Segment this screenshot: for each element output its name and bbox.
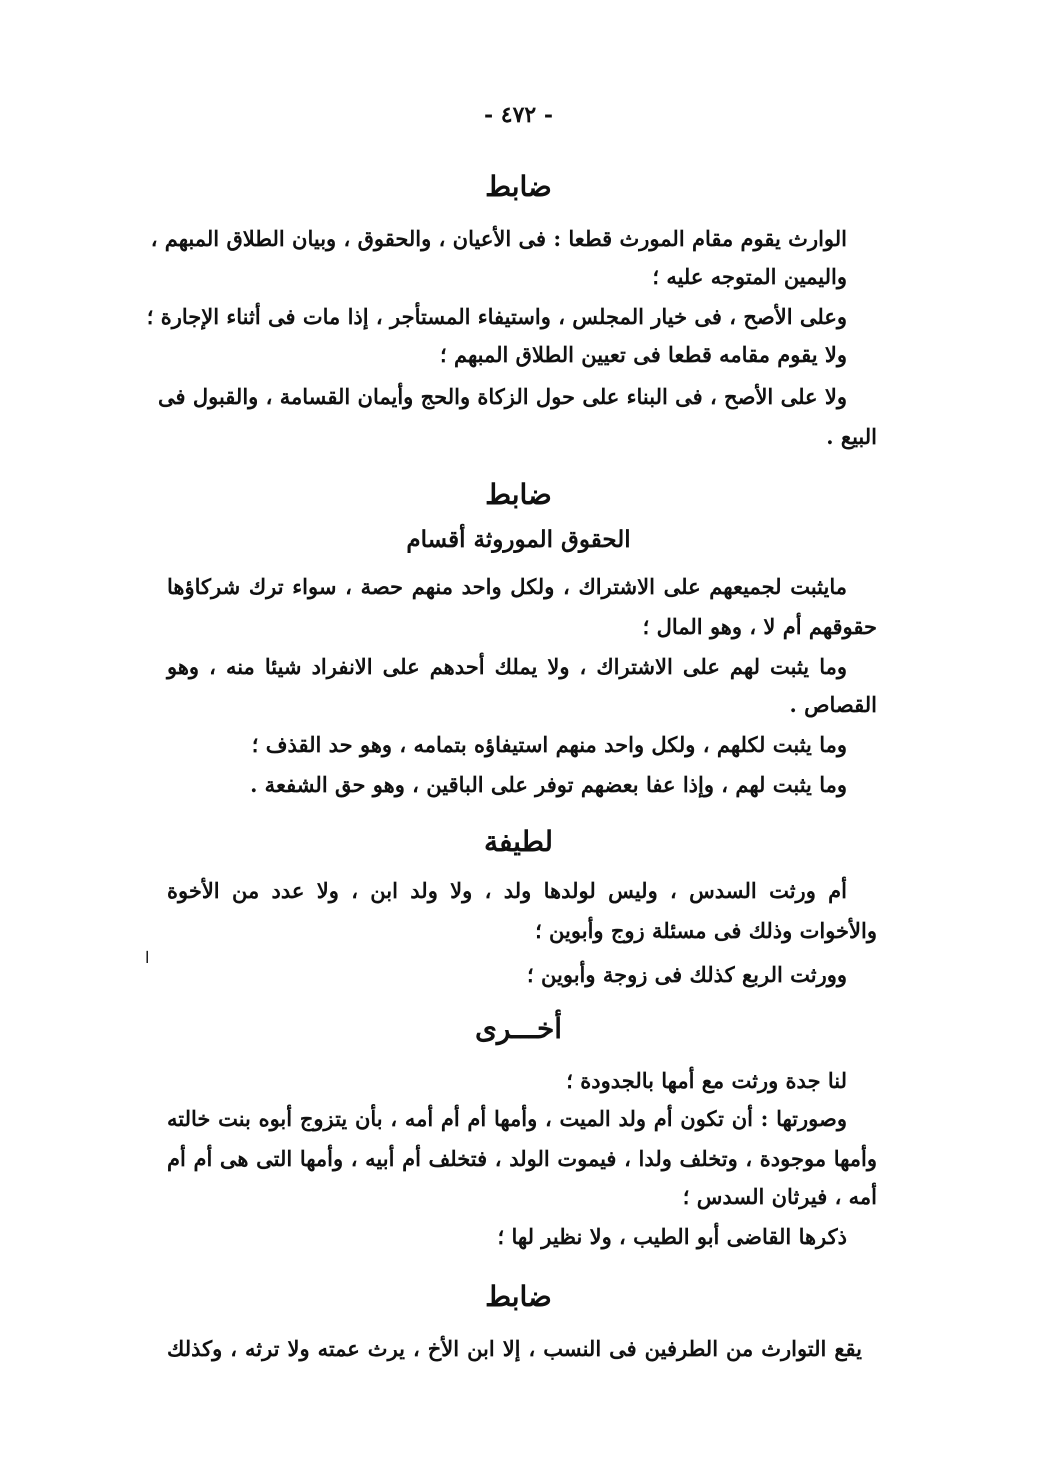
- text-line: وما يثبت لهم ، وإذا عفا بعضهم توفر على الباقين ، وهو حق الشفعة .: [250, 772, 847, 797]
- text-line: والأخوات وذلك فى مسئلة زوج وأبوين ؛: [535, 918, 877, 943]
- section-heading: ضابط: [485, 478, 552, 511]
- text-line: ذكرها القاضى أبو الطيب ، ولا نظير لها ؛: [497, 1224, 847, 1249]
- text-line: أم ورثت السدس ، وليس لولدها ولد ، ولا ولد ابن ، ولا عدد من الأخوة: [167, 878, 847, 903]
- text-line: الوارث يقوم مقام المورث قطعا : فى الأعيان ، والحقوق ، وبيان الطلاق المبهم ،: [150, 226, 847, 251]
- text-line: واليمين المتوجه عليه ؛: [652, 264, 847, 289]
- text-line: وعلى الأصح ، فى خيار المجلس ، واستيفاء المستأجر ، إذا مات فى أثناء الإجارة ؛: [146, 304, 847, 329]
- text-line: وورثت الربع كذلك فى زوجة وأبوين ؛: [527, 962, 847, 987]
- text-line: البيع .: [826, 424, 877, 449]
- text-line: يقع التوارث من الطرفين فى النسب ، إلا ابن الأخ ، يرث عمته ولا ترثه ، وكذلك: [167, 1336, 862, 1361]
- section-heading: لطيفة: [483, 825, 554, 858]
- text-line: حقوقهم أم لا ، وهو المال ؛: [642, 614, 877, 639]
- text-line: أمه ، فيرثان السدس ؛: [682, 1184, 877, 1209]
- section-subheading: الحقوق الموروثة أقسام: [406, 526, 631, 553]
- section-heading: ضابط: [485, 1280, 552, 1313]
- text-line: مايثبت لجميعهم على الاشتراك ، ولكل واحد منهم حصة ، سواء ترك شركاؤها: [167, 574, 847, 599]
- section-heading: أخـــرى: [474, 1012, 563, 1045]
- text-line: وصورتها : أن تكون أم ولد الميت ، وأمها أم أم أمه ، بأن يتزوج أبوه بنت خالته: [167, 1106, 847, 1131]
- text-line: وأمها موجودة ، وتخلف ولدا ، فيموت الولد ، فتخلف أم أبيه ، وأمها التى هى أم أم: [167, 1146, 877, 1171]
- text-line: وما يثبت لهم على الاشتراك ، ولا يملك أحدهم على الانفراد شيئا منه ، وهو: [167, 654, 847, 679]
- stray-mark: ا: [145, 948, 150, 967]
- section-heading: ضابط: [485, 170, 552, 203]
- text-line: القصاص .: [789, 692, 877, 717]
- page-number: - ٤٧٢ -: [483, 102, 554, 128]
- text-line: وما يثبت لكلهم ، ولكل واحد منهم استيفاؤه بتمامه ، وهو حد القذف ؛: [251, 732, 847, 757]
- text-line: ولا يقوم مقامه قطعا فى تعيين الطلاق المبهم ؛: [440, 342, 847, 367]
- text-line: لنا جدة ورثت مع أمها بالجدودة ؛: [566, 1068, 847, 1093]
- text-line: ولا على الأصح ، فى البناء على حول الزكاة والحج وأيمان القسامة ، والقبول فى: [158, 384, 847, 409]
